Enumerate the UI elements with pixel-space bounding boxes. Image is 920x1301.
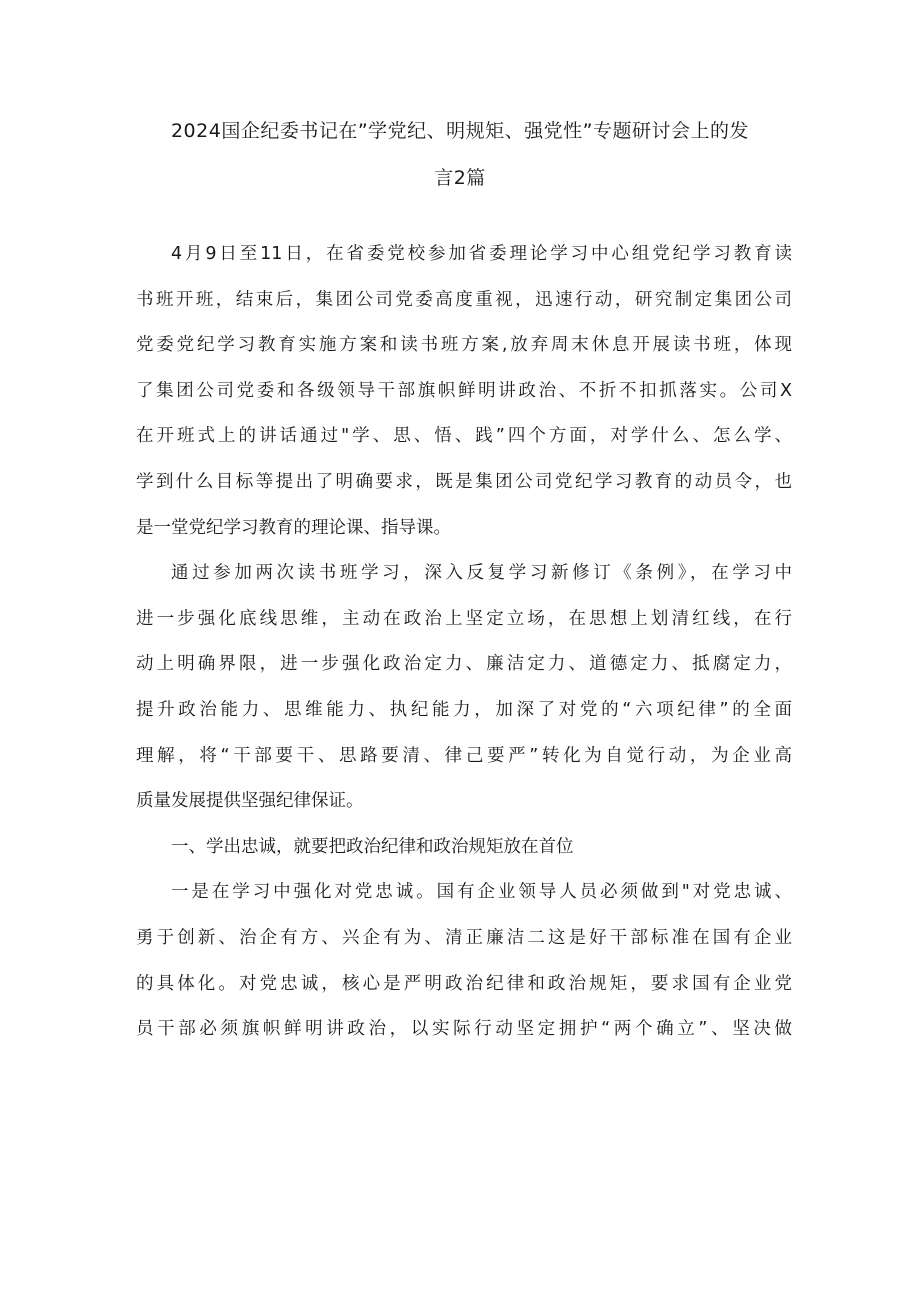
paragraph-line: 了集团公司党委和各级领导干部旗帜鲜明讲政治、不折不扣抓落实。公司X [136,380,792,401]
paragraph-line: 一是在学习中强化对党忠诚。国有企业领导人员必须做到"对党忠诚、 [171,882,792,903]
paragraph-line: 是一堂党纪学习教育的理论课、指导课。 [136,517,451,538]
paragraph-line: 勇于创新、治企有方、兴企有为、清正廉洁二这是好干部标准在国有企业 [136,927,792,948]
paragraph-line: 动上明确界限，进一步强化政治定力、廉洁定力、道德定力、抵腐定力， [136,654,792,675]
paragraph-line: 员干部必须旗帜鲜明讲政治，以实际行动坚定拥护“两个确立”、坚决做 [136,1019,792,1040]
paragraph-line: 通过参加两次读书班学习，深入反复学习新修订《条例》，在学习中 [171,563,792,584]
paragraph-line: 党委党纪学习教育实施方案和读书班方案,放弃周末休息开展读书班，体现 [136,335,792,356]
paragraph-line: 进一步强化底线思维，主动在政治上坚定立场，在思想上划清红线，在行 [136,608,792,629]
paragraph-line: 的具体化。对党忠诚，核心是严明政治纪律和政治规矩，要求国有企业党 [136,973,792,994]
document-body [136,232,792,1053]
paragraph-line: 书班开班，结束后，集团公司党委高度重视，迅速行动，研究制定集团公司 [136,289,792,310]
section-heading: 一、学出忠诚，就要把政治纪律和政治规矩放在首位 [171,836,574,857]
paragraph-line: 质量发展提供坚强纪律保证。 [136,791,364,812]
title-line-2: 言2篇 [434,167,486,189]
title-line-1: 2024国企纪委书记在”学党纪、明规矩、强党性”专题研讨会上的发 [170,120,750,142]
paragraph-line: 在开班式上的讲话通过"学、思、悟、践”四个方面，对学什么、怎么学、 [136,426,792,447]
paragraph-line: 理解，将“干部要干、思路要清、律己要严”转化为自觉行动，为企业高 [136,745,792,766]
paragraph-line: 提升政治能力、思维能力、执纪能力，加深了对党的“六项纪律”的全面 [136,699,792,720]
paragraph-line: 学到什么目标等提出了明确要求，既是集团公司党纪学习教育的动员令，也 [136,471,792,492]
paragraph-line: 4月9日至11日，在省委党校参加省委理论学习中心组党纪学习教育读 [171,244,792,264]
document-title [130,108,790,202]
